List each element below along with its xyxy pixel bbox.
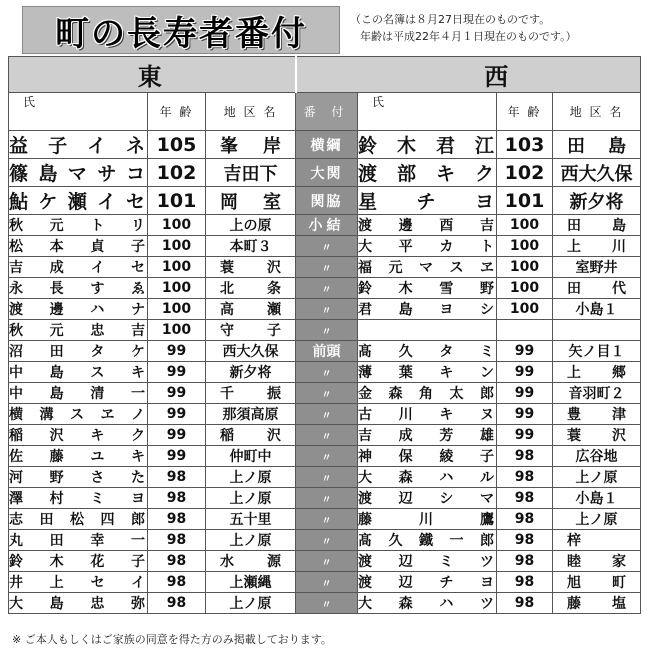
rank-cell: 〃: [296, 320, 358, 341]
east-area: 本町３: [206, 236, 296, 257]
table-row: [9, 593, 641, 614]
east-area: 吉田下: [206, 159, 296, 187]
rank-header: 番 付: [296, 93, 358, 131]
table-row: [9, 446, 641, 467]
east-area: 水源: [206, 551, 296, 572]
table-row: [9, 404, 641, 425]
west-area: 豊津: [553, 404, 641, 425]
west-age: 99: [497, 362, 553, 383]
east-area: 蓑沢: [206, 257, 296, 278]
banzuke-table: [8, 56, 641, 614]
east-area: 上ノ原: [206, 530, 296, 551]
east-name: 秋元トリ: [9, 215, 148, 236]
west-age-header: 年 齢: [497, 93, 553, 131]
west-area: 新夕将: [553, 187, 641, 215]
west-age: 100: [497, 257, 553, 278]
east-name: 松本貞子: [9, 236, 148, 257]
east-age: 98: [148, 467, 206, 488]
rank-cell: 〃: [296, 362, 358, 383]
east-name: 沼田タケ: [9, 341, 148, 362]
west-area-header: 地 区 名: [553, 93, 641, 131]
east-area: 千振: [206, 383, 296, 404]
west-name-header: 氏: [358, 93, 497, 131]
table-row: [9, 572, 641, 593]
east-name: 鮎ケ瀬イセ: [9, 187, 148, 215]
west-area: 室野井: [553, 257, 641, 278]
east-name: 河野さた: [9, 467, 148, 488]
east-name: 稲沢キク: [9, 425, 148, 446]
west-area: 上ノ原: [553, 467, 641, 488]
east-name: 吉成イセ: [9, 257, 148, 278]
east-area: 上ノ原: [206, 467, 296, 488]
west-age: 99: [497, 404, 553, 425]
rank-cell: 大関: [296, 159, 358, 187]
east-area: 上の原: [206, 215, 296, 236]
west-area: 上郷: [553, 362, 641, 383]
east-area: 北条: [206, 278, 296, 299]
rank-cell: 〃: [296, 257, 358, 278]
west-age: 98: [497, 572, 553, 593]
west-name: 藤川鷹: [358, 509, 497, 530]
west-area: 田代: [553, 278, 641, 299]
east-name: 丸田幸一: [9, 530, 148, 551]
west-name: 大森ハル: [358, 467, 497, 488]
east-name: 秋元忠吉: [9, 320, 148, 341]
east-name: 佐藤ユキ: [9, 446, 148, 467]
east-age: 100: [148, 236, 206, 257]
east-age: 101: [148, 187, 206, 215]
rank-cell: 小結: [296, 215, 358, 236]
west-age: 101: [497, 187, 553, 215]
rank-cell: 関脇: [296, 187, 358, 215]
west-name: 渡辺シマ: [358, 488, 497, 509]
table-row: [9, 530, 641, 551]
east-area: 守子: [206, 320, 296, 341]
east-area: 新夕将: [206, 362, 296, 383]
west-name: 神保綾子: [358, 446, 497, 467]
west-age: 99: [497, 383, 553, 404]
west-age: 100: [497, 278, 553, 299]
east-area: 上ノ原: [206, 593, 296, 614]
rank-cell: 〃: [296, 467, 358, 488]
west-name: [358, 320, 497, 341]
east-area: 稲沢: [206, 425, 296, 446]
west-area: 田島: [553, 215, 641, 236]
west-area: 小島１: [553, 488, 641, 509]
table-row: [9, 488, 641, 509]
east-area: 上瀬縄: [206, 572, 296, 593]
east-area: 高瀬: [206, 299, 296, 320]
east-age: 99: [148, 425, 206, 446]
rank-cell: 〃: [296, 572, 358, 593]
east-area: 峯岸: [206, 131, 296, 159]
east-age-header: 年 齢: [148, 93, 206, 131]
west-area: 広谷地: [553, 446, 641, 467]
west-name: 大平カト: [358, 236, 497, 257]
east-area-header: 地 区 名: [206, 93, 296, 131]
east-age: 98: [148, 509, 206, 530]
west-name: 星チヨ: [358, 187, 497, 215]
east-area: 那須高原: [206, 404, 296, 425]
west-area: 小島１: [553, 299, 641, 320]
east-name: 横溝スヱノ: [9, 404, 148, 425]
table-row: [9, 509, 641, 530]
page-title: 町の長寿者番付: [22, 6, 340, 54]
rank-cell: 〃: [296, 488, 358, 509]
rank-cell: 〃: [296, 530, 358, 551]
west-name: 鈴木雪野: [358, 278, 497, 299]
east-name: 益子イネ: [9, 131, 148, 159]
west-age: 100: [497, 215, 553, 236]
west-age: 98: [497, 488, 553, 509]
west-side-header: 西: [296, 57, 641, 93]
east-age: 99: [148, 362, 206, 383]
west-area: 睦家: [553, 551, 641, 572]
east-name: 中島清一: [9, 383, 148, 404]
rank-cell: 〃: [296, 593, 358, 614]
east-age: 99: [148, 383, 206, 404]
west-name: 渡部キク: [358, 159, 497, 187]
note-line-1: （この名簿は８月27日現在のものです。: [350, 13, 551, 26]
table-row: [9, 467, 641, 488]
east-age: 100: [148, 278, 206, 299]
west-name: 君島ヨシ: [358, 299, 497, 320]
west-age: 103: [497, 131, 553, 159]
east-name: 篠島マサコ: [9, 159, 148, 187]
note-line-2: 年齢は平成22年４月１日現在のものです。）: [360, 30, 577, 43]
east-area: 岡室: [206, 187, 296, 215]
table-row: [9, 551, 641, 572]
west-age: [497, 320, 553, 341]
east-side-header: 東: [9, 57, 296, 93]
west-name: 福元マスヱ: [358, 257, 497, 278]
east-area: 西大久保: [206, 341, 296, 362]
west-area: [553, 320, 641, 341]
west-area: 音羽町２: [553, 383, 641, 404]
west-area: 藤塩: [553, 593, 641, 614]
west-name: 髙久タミ: [358, 341, 497, 362]
west-area: 西大久保: [553, 159, 641, 187]
east-age: 98: [148, 572, 206, 593]
west-name: 大森ハツ: [358, 593, 497, 614]
west-area: 上ノ原: [553, 509, 641, 530]
east-name-header: 氏: [9, 93, 148, 131]
east-area: 仲町中: [206, 446, 296, 467]
west-age: 98: [497, 467, 553, 488]
west-area: 梓: [553, 530, 641, 551]
east-age: 100: [148, 257, 206, 278]
rank-cell: 横綱: [296, 131, 358, 159]
west-age: 99: [497, 425, 553, 446]
west-name: 薄葉キン: [358, 362, 497, 383]
west-age: 98: [497, 551, 553, 572]
east-name: 中島スキ: [9, 362, 148, 383]
east-area: 五十里: [206, 509, 296, 530]
west-area: 上川: [553, 236, 641, 257]
west-age: 98: [497, 509, 553, 530]
footer-note: ※ ご本人もしくはご家族の同意を得た方のみ掲載しております。: [12, 633, 332, 646]
east-age: 99: [148, 446, 206, 467]
table-row: [9, 131, 641, 159]
east-area: 上ノ原: [206, 488, 296, 509]
east-name: 澤村ミヨ: [9, 488, 148, 509]
table-row: [9, 341, 641, 362]
table-row: [9, 257, 641, 278]
east-age: 102: [148, 159, 206, 187]
east-age: 100: [148, 299, 206, 320]
table-row: [9, 299, 641, 320]
west-name: 渡邊酉吉: [358, 215, 497, 236]
rank-cell: 〃: [296, 236, 358, 257]
west-area: 旭町: [553, 572, 641, 593]
table-row: [9, 278, 641, 299]
east-age: 98: [148, 593, 206, 614]
west-name: 古川キヌ: [358, 404, 497, 425]
west-name: 金森角太郎: [358, 383, 497, 404]
rank-cell: 〃: [296, 551, 358, 572]
west-age: 98: [497, 530, 553, 551]
rank-cell: 〃: [296, 299, 358, 320]
table-row: [9, 383, 641, 404]
east-age: 98: [148, 530, 206, 551]
rank-cell: 〃: [296, 383, 358, 404]
east-age: 105: [148, 131, 206, 159]
east-name: 渡邊ハナ: [9, 299, 148, 320]
table-row: [9, 425, 641, 446]
table-row: [9, 187, 641, 215]
west-age: 100: [497, 299, 553, 320]
east-age: 98: [148, 488, 206, 509]
west-age: 98: [497, 446, 553, 467]
east-age: 100: [148, 320, 206, 341]
west-age: 98: [497, 593, 553, 614]
west-name: 渡辺ミツ: [358, 551, 497, 572]
east-age: 98: [148, 551, 206, 572]
table-row: [9, 215, 641, 236]
west-name: 渡辺チヨ: [358, 572, 497, 593]
rank-cell: 〃: [296, 278, 358, 299]
east-name: 大島忠弥: [9, 593, 148, 614]
west-area: 蓑沢: [553, 425, 641, 446]
west-age: 102: [497, 159, 553, 187]
rank-cell: 〃: [296, 509, 358, 530]
table-row: [9, 236, 641, 257]
west-name: 鈴木君江: [358, 131, 497, 159]
east-name: 永長すゑ: [9, 278, 148, 299]
east-name: 井上セイ: [9, 572, 148, 593]
east-name: 鈴木花子: [9, 551, 148, 572]
west-name: 髙久鐵一郎: [358, 530, 497, 551]
rank-cell: 〃: [296, 404, 358, 425]
west-age: 99: [497, 341, 553, 362]
east-age: 99: [148, 341, 206, 362]
table-row: [9, 362, 641, 383]
east-name: 志田松四郎: [9, 509, 148, 530]
east-age: 99: [148, 404, 206, 425]
rank-cell: 〃: [296, 425, 358, 446]
table-row: [9, 159, 641, 187]
west-age: 100: [497, 236, 553, 257]
west-name: 吉成芳雄: [358, 425, 497, 446]
rank-cell: 〃: [296, 446, 358, 467]
east-age: 100: [148, 215, 206, 236]
table-row: [9, 320, 641, 341]
west-area: 田島: [553, 131, 641, 159]
rank-cell: 前頭: [296, 341, 358, 362]
west-area: 矢ノ目１: [553, 341, 641, 362]
